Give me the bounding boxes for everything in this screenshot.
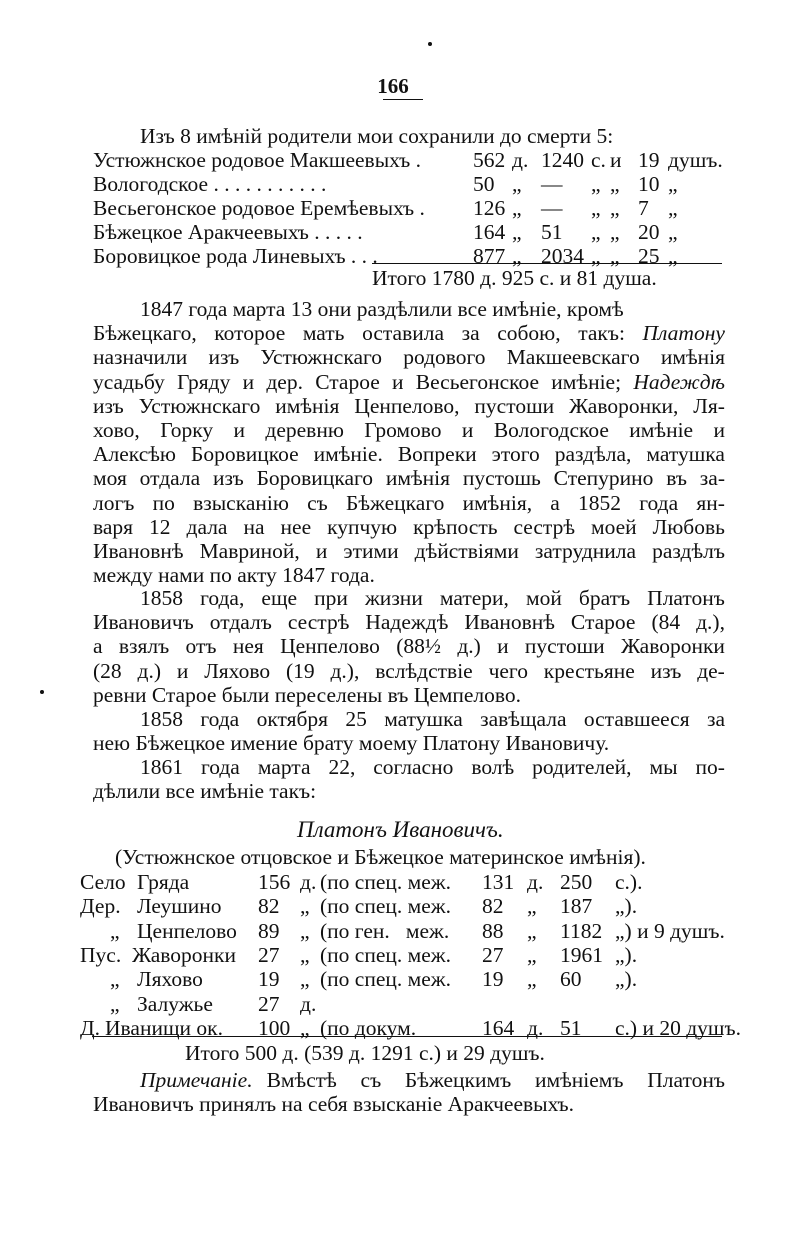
word: Весьегонское: [415, 369, 540, 394]
word: собою,: [497, 321, 561, 346]
estate-name: Боровицкое рода Линевыхъ . . .: [93, 244, 378, 268]
division-v: 156: [258, 870, 291, 894]
body-line: [93, 659, 725, 683]
division-u: д.: [300, 870, 317, 894]
division-v: 27: [258, 942, 280, 967]
page-number-underline: [383, 99, 423, 100]
body-line: [93, 442, 725, 466]
word: пустоши: [474, 393, 555, 418]
word: при: [314, 586, 348, 610]
division-src: (по спец. меж.: [320, 870, 452, 894]
word: Устюжнскаго: [260, 345, 383, 370]
word: этими: [343, 539, 399, 563]
estate-du: „: [512, 220, 522, 244]
word: Устюжнскаго: [138, 393, 261, 418]
word: Мавриной,: [199, 539, 300, 563]
estate-su: „: [591, 244, 601, 268]
estate-shu: „: [668, 172, 678, 196]
body-line: [93, 515, 725, 539]
estate-row: [93, 196, 725, 220]
word: Вологодское: [493, 418, 609, 442]
body-line: нею Бѣжецкое имение брату моему Платону Ивановичу.: [93, 731, 610, 756]
estate-shu: „: [668, 220, 678, 244]
word: оставшееся: [583, 707, 690, 731]
estate-su: „: [591, 196, 601, 220]
word: деревню: [265, 418, 344, 442]
division-s: 250: [560, 870, 593, 894]
word: и: [315, 539, 328, 563]
division-u2: д.: [527, 870, 544, 894]
word: которое: [214, 321, 286, 346]
word: д.): [457, 634, 481, 659]
word: мать: [302, 321, 345, 346]
estate-d: 50: [473, 172, 495, 196]
word: изъ: [213, 466, 244, 491]
division-row: [80, 967, 725, 991]
body-line: 1847 года марта 13 они раздѣлили все имѣніе, кромѣ: [140, 297, 624, 321]
estate-s: —: [541, 196, 563, 220]
division-v: 89: [258, 918, 280, 943]
body-line: [140, 755, 725, 779]
estate-s: 51: [541, 220, 563, 244]
word: отдалъ: [209, 610, 272, 635]
body-line: [140, 586, 725, 610]
word: 1852: [578, 490, 622, 515]
word: согласно: [373, 755, 454, 779]
division-name: Гряда: [137, 870, 190, 894]
word: Ивановичъ: [93, 610, 194, 635]
word: Макшеевскаго: [506, 345, 640, 370]
word: Ля-: [693, 393, 725, 418]
word: Горку: [160, 418, 214, 442]
word: на: [243, 514, 265, 539]
word: жизни: [364, 586, 423, 610]
word: братъ: [578, 586, 631, 610]
word: 12: [149, 514, 171, 539]
word: за: [461, 321, 480, 346]
word: Любовь: [652, 514, 725, 539]
word: и: [461, 418, 474, 442]
estate-row: [93, 244, 725, 268]
estate-s: 2034: [541, 244, 584, 268]
division-src: (по спец. меж.: [320, 894, 452, 919]
word: 1858: [140, 707, 183, 731]
estate-sh: 20: [638, 220, 660, 244]
word: нее: [280, 514, 312, 539]
division-d2: 27: [482, 942, 504, 967]
division-d2: 19: [482, 967, 504, 992]
body-line: [93, 466, 725, 490]
page-number: 166: [377, 74, 409, 98]
word: имѣнія: [275, 393, 340, 418]
word: д.),: [696, 610, 725, 635]
note-text: [267, 1068, 725, 1092]
word: октября: [256, 707, 329, 731]
division-pre: „: [110, 967, 120, 992]
estate-su: „: [591, 172, 601, 196]
word: д.),: [330, 658, 360, 683]
division-s: 60: [560, 967, 582, 992]
word: Ценпелово: [280, 634, 380, 659]
estate-sh: 19: [638, 148, 660, 172]
division-row: [80, 919, 725, 943]
estate-conj: и: [610, 148, 622, 172]
division-src: (по докум.: [320, 1015, 417, 1040]
section-heading: Платонъ Ивановичъ.: [297, 817, 504, 842]
estate-conj: „: [610, 220, 620, 244]
word: взысканію: [193, 490, 289, 515]
division-u: „: [300, 942, 310, 967]
estate-s: 1240: [541, 148, 584, 172]
division-name: Иванищи ок.: [105, 1015, 223, 1040]
word: затруднила: [534, 539, 637, 563]
estates-total-rule: [372, 263, 722, 264]
division-u2: „: [527, 894, 537, 919]
word: моя: [93, 466, 127, 491]
word: марта: [257, 755, 311, 779]
estate-d: 877: [473, 244, 506, 268]
word: родителей,: [532, 755, 632, 779]
word: по: [152, 490, 175, 515]
word: Гряду: [176, 369, 231, 394]
division-src: (по спец. меж.: [320, 967, 452, 992]
word: года,: [200, 586, 245, 610]
division-s: 1182: [560, 918, 603, 943]
word: родового: [403, 345, 486, 370]
body-line: [93, 394, 725, 418]
body-line: [93, 345, 725, 369]
body-line: [93, 491, 725, 515]
estate-sh: 10: [638, 172, 660, 196]
word: имѣніемъ: [534, 1068, 624, 1092]
estate-shu: „: [668, 196, 678, 220]
estate-name: Устюжнское родовое Макшеевыхъ .: [93, 148, 421, 172]
print-speck: [428, 42, 432, 46]
word: имѣнія: [660, 345, 725, 370]
word: и: [713, 418, 725, 442]
word: крѣпость: [413, 514, 498, 539]
word: въ: [666, 466, 687, 491]
word: купчую: [327, 514, 398, 539]
estate-conj: „: [610, 244, 620, 268]
division-end: с.) и 20 душъ.: [615, 1015, 741, 1040]
word: по-: [695, 755, 725, 779]
division-d2: 164: [482, 1015, 515, 1040]
word: матери,: [439, 586, 509, 610]
word: Платонъ: [647, 1068, 725, 1092]
word: изъ: [208, 345, 240, 370]
division-pre: Д.: [80, 1015, 101, 1040]
estate-d: 562: [473, 148, 506, 172]
body-line: [140, 707, 725, 731]
word: волѣ: [471, 755, 515, 779]
estate-d: 126: [473, 196, 506, 220]
division-end: „) и 9 душъ.: [615, 918, 725, 943]
word: назначили: [93, 345, 188, 370]
word: и: [233, 418, 246, 442]
word: Старое: [570, 610, 636, 635]
division-d2: 82: [482, 894, 504, 919]
body-line: [93, 370, 725, 394]
word: чего: [488, 658, 528, 683]
division-d2: 88: [482, 918, 504, 943]
word: Ивановнѣ: [93, 539, 184, 563]
print-speck: [40, 690, 44, 694]
word: (88½: [396, 634, 442, 659]
estate-sh: 25: [638, 244, 660, 268]
estate-row: [93, 172, 725, 196]
word: еще: [261, 586, 298, 610]
estate-name: Вологодское . . . . . . . . . . .: [93, 172, 327, 196]
division-end: „).: [615, 942, 638, 967]
word: вслѣдствіе: [375, 658, 473, 683]
estate-shu: душъ.: [668, 148, 723, 172]
word: варя: [93, 514, 134, 539]
division-row: [80, 894, 725, 918]
word: изъ: [93, 393, 124, 418]
word: д.): [137, 658, 161, 683]
word: моей: [591, 514, 637, 539]
word: этого: [491, 442, 540, 467]
word: года: [200, 707, 240, 731]
word: взялъ: [118, 634, 170, 659]
word: за-: [699, 466, 725, 491]
division-pre: Пус.: [80, 942, 122, 967]
section-subheading: (Устюжнское отцовское и Бѣжецкое материнское имѣнія).: [115, 845, 646, 869]
division-u2: „: [527, 918, 537, 943]
estate-du: „: [512, 244, 522, 268]
word: а: [93, 634, 103, 659]
word: Ляхово: [204, 658, 271, 683]
division-s: 187: [560, 894, 593, 919]
word: матушка: [646, 442, 725, 467]
division-u2: д.: [527, 1015, 544, 1040]
estate-s: —: [541, 172, 563, 196]
word: такъ:: [578, 321, 625, 346]
word: дер.: [266, 369, 303, 394]
estate-du: д.: [512, 148, 529, 172]
word: пустоши: [524, 634, 605, 659]
word: раздѣлъ: [652, 539, 725, 563]
body-line: между нами по акту 1847 года.: [93, 563, 375, 588]
word: Вмѣстѣ: [266, 1068, 337, 1092]
word: оставила: [362, 321, 445, 346]
estate-su: с.: [591, 148, 606, 172]
division-end: с.).: [615, 870, 643, 894]
body-line: [93, 610, 725, 634]
word: сестрѣ: [513, 514, 576, 539]
word: пустошь: [462, 466, 541, 491]
division-pre: Село: [80, 870, 126, 894]
word: и: [176, 658, 189, 683]
word: 22,: [328, 755, 356, 779]
division-row: [80, 943, 725, 967]
word: Жаворонки,: [569, 393, 679, 418]
division-v: 19: [258, 967, 280, 992]
estate-du: „: [512, 172, 522, 196]
division-end: „).: [615, 967, 638, 992]
word: дала: [186, 514, 228, 539]
word: года: [200, 755, 240, 779]
estates-total: Итого 1780 д. 925 с. и 81 душа.: [372, 266, 657, 290]
division-name: Жаворонки: [132, 942, 236, 967]
word: Старое: [315, 369, 380, 394]
word: и: [392, 369, 404, 394]
estate-sh: 7: [638, 196, 649, 220]
division-end: „).: [615, 894, 638, 919]
division-v: 27: [258, 991, 280, 1016]
note-label: Примечаніе.: [140, 1068, 253, 1092]
estate-row: [93, 148, 725, 172]
word: отдала: [139, 466, 201, 491]
division-u: „: [300, 1015, 310, 1040]
word: имѣнія,: [462, 490, 533, 515]
division-u: „: [300, 918, 310, 943]
word: Алексѣю: [93, 442, 176, 467]
word: хово,: [93, 418, 140, 442]
word: Степурино: [553, 466, 654, 491]
word: 1858: [140, 586, 183, 610]
estate-conj: „: [610, 172, 620, 196]
word: (19: [285, 658, 315, 683]
body-line: [93, 418, 725, 442]
word: логъ: [93, 490, 135, 515]
word: отъ: [185, 634, 217, 659]
estate-du: „: [512, 196, 522, 220]
word: Бѣжецкимъ: [404, 1068, 512, 1092]
word: (28: [93, 658, 122, 683]
division-name: Ценпелово: [137, 918, 237, 943]
word: съ: [360, 1068, 382, 1092]
word: Жаворонки: [620, 634, 725, 659]
word: нея: [232, 634, 264, 659]
division-pre: „: [110, 991, 120, 1016]
word: имѣніе;: [551, 369, 622, 394]
italic-name: Платону: [642, 321, 725, 346]
italic-name: Надеждѣ: [633, 369, 725, 394]
division-u2: „: [527, 942, 537, 967]
estate-su: „: [591, 220, 601, 244]
word: Боровицкаго: [256, 466, 374, 491]
word: ян-: [696, 490, 725, 515]
estate-name: Бѣжецкое Аракчеевыхъ . . . . .: [93, 220, 363, 244]
word: и: [242, 369, 255, 394]
note-line: Ивановичъ принялъ на себя взысканіе Аракчеевыхъ.: [93, 1092, 575, 1116]
word: съ: [307, 490, 328, 515]
word: года: [639, 490, 679, 515]
word: Вопреки: [397, 442, 477, 467]
word: за: [706, 707, 725, 731]
division-u: д.: [300, 991, 317, 1016]
division-src: (по ген. меж.: [320, 918, 450, 943]
estate-row: [93, 220, 725, 244]
word: 1861: [140, 755, 183, 779]
division-pre: „: [110, 918, 120, 943]
estate-d: 164: [473, 220, 506, 244]
word: Боровицкое: [190, 442, 299, 467]
word: Ценпелово,: [354, 393, 460, 418]
division-name: Ляхово: [137, 967, 203, 992]
word: Надеждѣ: [365, 610, 449, 635]
word: завѣщала: [480, 707, 567, 731]
division-v: 100: [258, 1015, 291, 1040]
word: дѣйствіями: [414, 539, 519, 563]
word: Ивановнѣ: [464, 610, 555, 635]
word: а: [550, 490, 560, 515]
word: (84: [651, 610, 681, 635]
body-line: [93, 321, 725, 345]
division-v: 82: [258, 894, 280, 919]
intro-line: Изъ 8 имѣній родители мои сохранили до смерти 5:: [140, 124, 614, 148]
division-total: Итого 500 д. (539 д. 1291 с.) и 29 душъ.: [185, 1041, 545, 1065]
word: Платонъ: [647, 586, 725, 610]
division-u: „: [300, 967, 310, 992]
division-d2: 131: [482, 870, 515, 894]
estate-shu: „: [668, 244, 678, 268]
division-s: 51: [560, 1015, 582, 1040]
division-src: (по спец. меж.: [320, 942, 452, 967]
word: изъ: [650, 658, 682, 683]
estate-name: Весьегонское родовое Еремѣевыхъ .: [93, 196, 425, 220]
body-line: дѣлили все имѣніе такъ:: [93, 779, 317, 804]
division-u2: „: [527, 967, 537, 992]
note-line: [140, 1068, 725, 1092]
word: усадьбу: [93, 369, 165, 394]
word: Бѣжецкаго,: [93, 321, 197, 346]
word: Громово: [364, 418, 442, 442]
estate-conj: „: [610, 196, 620, 220]
word: имѣніе.: [313, 442, 383, 467]
word: имѣнія: [385, 466, 450, 491]
division-name: Леушино: [137, 894, 222, 919]
word: матушка: [384, 707, 463, 731]
word: мы: [649, 755, 678, 779]
word: и: [497, 634, 509, 659]
word: раздѣла,: [554, 442, 632, 467]
division-name: Залужье: [137, 991, 213, 1016]
division-s: 1961: [560, 942, 603, 967]
word: де-: [697, 658, 725, 683]
word: 25: [345, 707, 367, 731]
division-row: [80, 870, 725, 894]
body-line: ревни Старое были переселены въ Цемпелово.: [93, 682, 522, 707]
word: крестьяне: [543, 658, 635, 683]
word: мой: [525, 586, 562, 610]
division-row: [80, 992, 725, 1016]
body-line: [93, 634, 725, 658]
word: имѣніе: [629, 418, 694, 442]
division-pre: Дер.: [80, 894, 121, 919]
body-line: [93, 539, 725, 563]
division-u: „: [300, 894, 310, 919]
word: Бѣжецкаго: [346, 490, 445, 515]
division-rule: [92, 1036, 722, 1037]
word: сестрѣ: [287, 610, 350, 635]
